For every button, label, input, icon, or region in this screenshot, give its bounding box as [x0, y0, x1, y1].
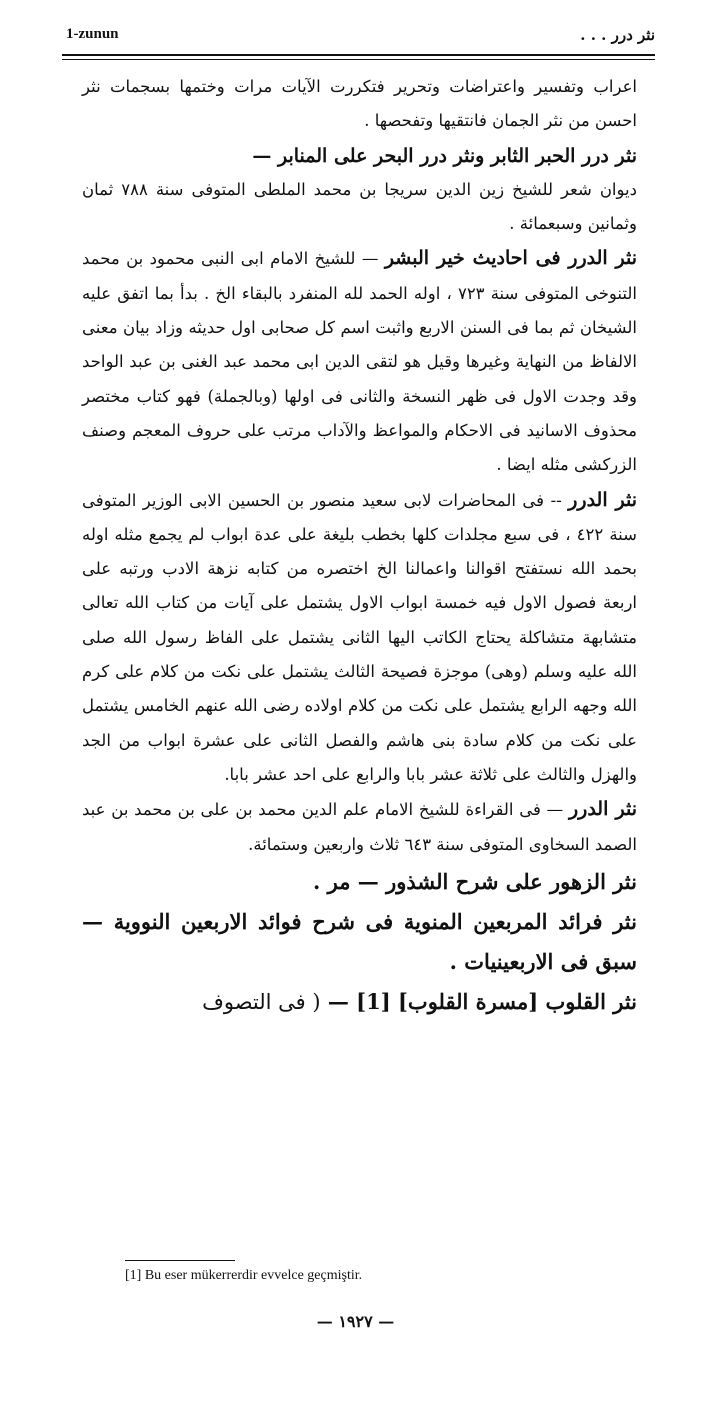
entry-nathr-al-qulub	[82, 982, 637, 1022]
header-left: 1-zunun	[66, 26, 119, 42]
entry-nathr-al-durar-ahadith	[82, 241, 637, 482]
entry-heading: نثر الدرر فى احاديث خير البشر	[384, 247, 638, 270]
entry-heading: نثر الدرر	[568, 798, 638, 821]
entry-heading: نثر الدرر	[568, 488, 637, 511]
entry-text: — فى القراءة للشيخ الامام علم الدين محمد بن على بن محمد بن عبد الصمد السخاوى المتوفى سنة ٦٤٣ ثلاث واربعين وستمائة.	[82, 800, 637, 854]
header-rule	[62, 54, 655, 56]
page-body	[82, 70, 637, 1022]
entry-nathr-al-durar-muhadarat	[82, 483, 637, 793]
paragraph-1: اعراب وتفسير واعتراضات وتحرير فتكررت الآيات مرات وختمها بسجمات نثر احسن من نثر الجمان فانتقيها وتفحصها .	[82, 77, 637, 131]
entry-text: ( فى التصوف	[202, 989, 321, 1014]
page-number: — ١٩٢٧ —	[316, 1312, 395, 1331]
entry-heading: نثر القلوب [مسرة القلوب] [1] —	[327, 988, 637, 1014]
footnote-rule	[125, 1260, 235, 1261]
entry-text: -- فى المحاضرات لابى سعيد منصور بن الحسين الابى الوزير المتوفى سنة ٤٢٢ ، فى سبع مجلدات كلها بخطب بليغة على عدة ابواب لم يجمع مثله اوله بحمد الله نستفتح اقوالنا واعمالنا الخ اختصره من كتابه نزهة الادب ورتبه على اربعة فصول الاول فيه خمسة ابواب الاول يشتمل على آيات من كتاب الله تعالى متشابهة متشاكلة يحتاج الكاتب اليها الثانى يشتمل على الفاظ رسول الله صلى الله عليه وسلم (وهى) موجزة فصيحة الثالث يشتمل على نكت من كلام على كرم الله وجهه الرابع يشتمل على نكت من كلام اولاده رضى الله عنهم الخامس يشتمل على نكت من كلام سادة بنى هاشم والفصل الثانى على عشرة ابواب من الجد والهزل والثالث على ثلاثة عشر بابا والرابع على احد عشر بابا.	[82, 490, 637, 784]
paragraph-3: ديوان شعر للشيخ زين الدين سريجا بن محمد الملطى المتوفى سنة ٧٨٨ ثمان وثمانين وسبعمائة .	[82, 179, 637, 234]
entry-nathr-al-durar-qiraa	[82, 792, 637, 862]
footnote: [1] Bu eser mükerrerdir evvelce geçmiştir.	[125, 1268, 363, 1283]
entry-nathr-faraid: نثر فرائد المربعين المنوية فى شرح فوائد الاربعين النووية — سبق فى الاربعينيات .	[82, 908, 637, 974]
entry-heading-nathr-durar-al-hibr: نثر درر الحبر الثابر ونثر درر البحر على المنابر —	[252, 144, 637, 167]
entry-nathr-al-zuhur: نثر الزهور على شرح الشذور — مر .	[313, 868, 637, 894]
header-rule-thin	[62, 59, 655, 60]
running-header	[62, 26, 655, 48]
header-right: نثر درر . . .	[580, 26, 655, 44]
entry-text: — للشيخ الامام ابى النبى محمود بن محمد التنوخى المتوفى سنة ٧٢٣ ، اوله الحمد لله المنفرد بالبقاء الخ . بدأ بما اتفق عليه الشيخان ثم بما فى السنن الاربع واثبت اسم كل صحابى اول حديثه وزاد بيان معنى الالفاظ من النهاية وغيرها وقيل هو لتقى الدين ابى محمد عبد الغنى بن عبد الواحد وقد وجدت الاول فى ظهر النسخة والثانى فى اولها (وبالجملة) فهو كتاب مختصر محذوف الاسانيد فى الاحكام والمواعظ والآداب مرتب على حروف المعجم وصنف الزركشى مثله ايضا .	[82, 249, 637, 475]
